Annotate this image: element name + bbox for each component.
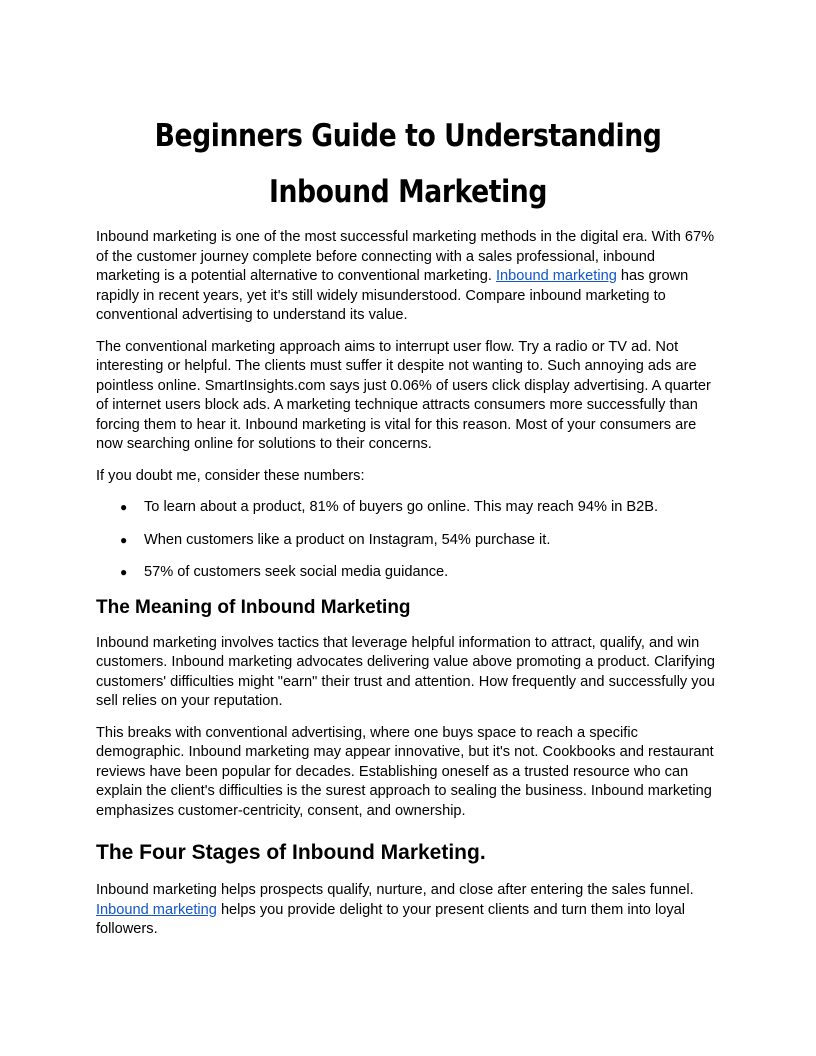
document-title: Beginners Guide to Understanding Inbound Marketing — [154, 118, 662, 210]
meaning-section-heading: The Meaning of Inbound Marketing — [96, 596, 411, 618]
list-item-text: To learn about a product, 81% of buyers go online. This may reach 94% in B2B. — [144, 499, 659, 515]
stages-text-before-link: Inbound marketing helps prospects qualify, nurture, and close after entering the sales funnel. — [96, 882, 694, 898]
bullet-icon: ● — [120, 500, 128, 514]
conventional-marketing-paragraph: The conventional marketing approach aims to interrupt user flow. Try a radio or TV ad. Not interesting or helpful. The clients must suffer it despite not wanting to. Such annoying ads are pointless online. SmartInsights.com says just 0.06% of users click display advertising. A quarter of internet users block ads. A marketing technique attracts consumers more successfully than forcing them to hear it. Inbound marketing is vital for this reason. Most of your consumers are now searching online for solutions to their concerns. — [96, 338, 711, 452]
intro-text-before-link: Inbound marketing is one of the most successful marketing methods in the digital era. With 67% of the customer journey complete before connecting with a sales professional, inbound marketing is a potential alternative to conventional marketing. — [96, 229, 715, 284]
list-item — [96, 498, 720, 518]
list-item-text: 57% of customers seek social media guidance. — [144, 564, 449, 580]
statistics-list — [96, 498, 720, 583]
intro-text-after-link: has grown rapidly in recent years, yet it's still widely misunderstood. Compare inbound marketing to conventional advertising to understand its value. — [96, 268, 689, 323]
stages-text-after-link: helps you provide delight to your present clients and turn them into loyal followers. — [96, 901, 685, 937]
bullet-icon: ● — [120, 532, 128, 547]
numbers-intro-paragraph: If you doubt me, consider these numbers: — [96, 467, 365, 484]
list-item — [96, 531, 720, 551]
document-page — [96, 108, 720, 952]
meaning-paragraph-1: Inbound marketing involves tactics that leverage helpful information to attract, qualify, and win customers. Inbound marketing advocates delivering value above promoting a product. Clarifying customers' difficulties might "earn" their trust and attention. How frequently and successfully you sell relies on your reputation. — [96, 634, 715, 709]
four-stages-section-heading: The Four Stages of Inbound Marketing. — [96, 841, 486, 864]
inbound-marketing-link-2[interactable]: Inbound marketing — [96, 901, 217, 918]
bullet-icon: ● — [120, 565, 128, 579]
inbound-marketing-link[interactable]: Inbound marketing — [495, 268, 617, 284]
list-item — [96, 563, 720, 583]
intro-paragraph — [96, 228, 720, 326]
four-stages-paragraph — [96, 881, 720, 940]
meaning-paragraph-2: This breaks with conventional advertising, where one buys space to reach a specific demographic. Inbound marketing may appear innovative, but it's not. Cookbooks and restaurant reviews have been popular for decades. Establishing oneself as a trusted resource who can explain the client's difficulties is the surest approach to sealing the business. Inbound marketing emphasizes customer-centricity, consent, and ownership. — [96, 724, 714, 819]
list-item-text: When customers like a product on Instagram, 54% purchase it. — [144, 531, 551, 548]
